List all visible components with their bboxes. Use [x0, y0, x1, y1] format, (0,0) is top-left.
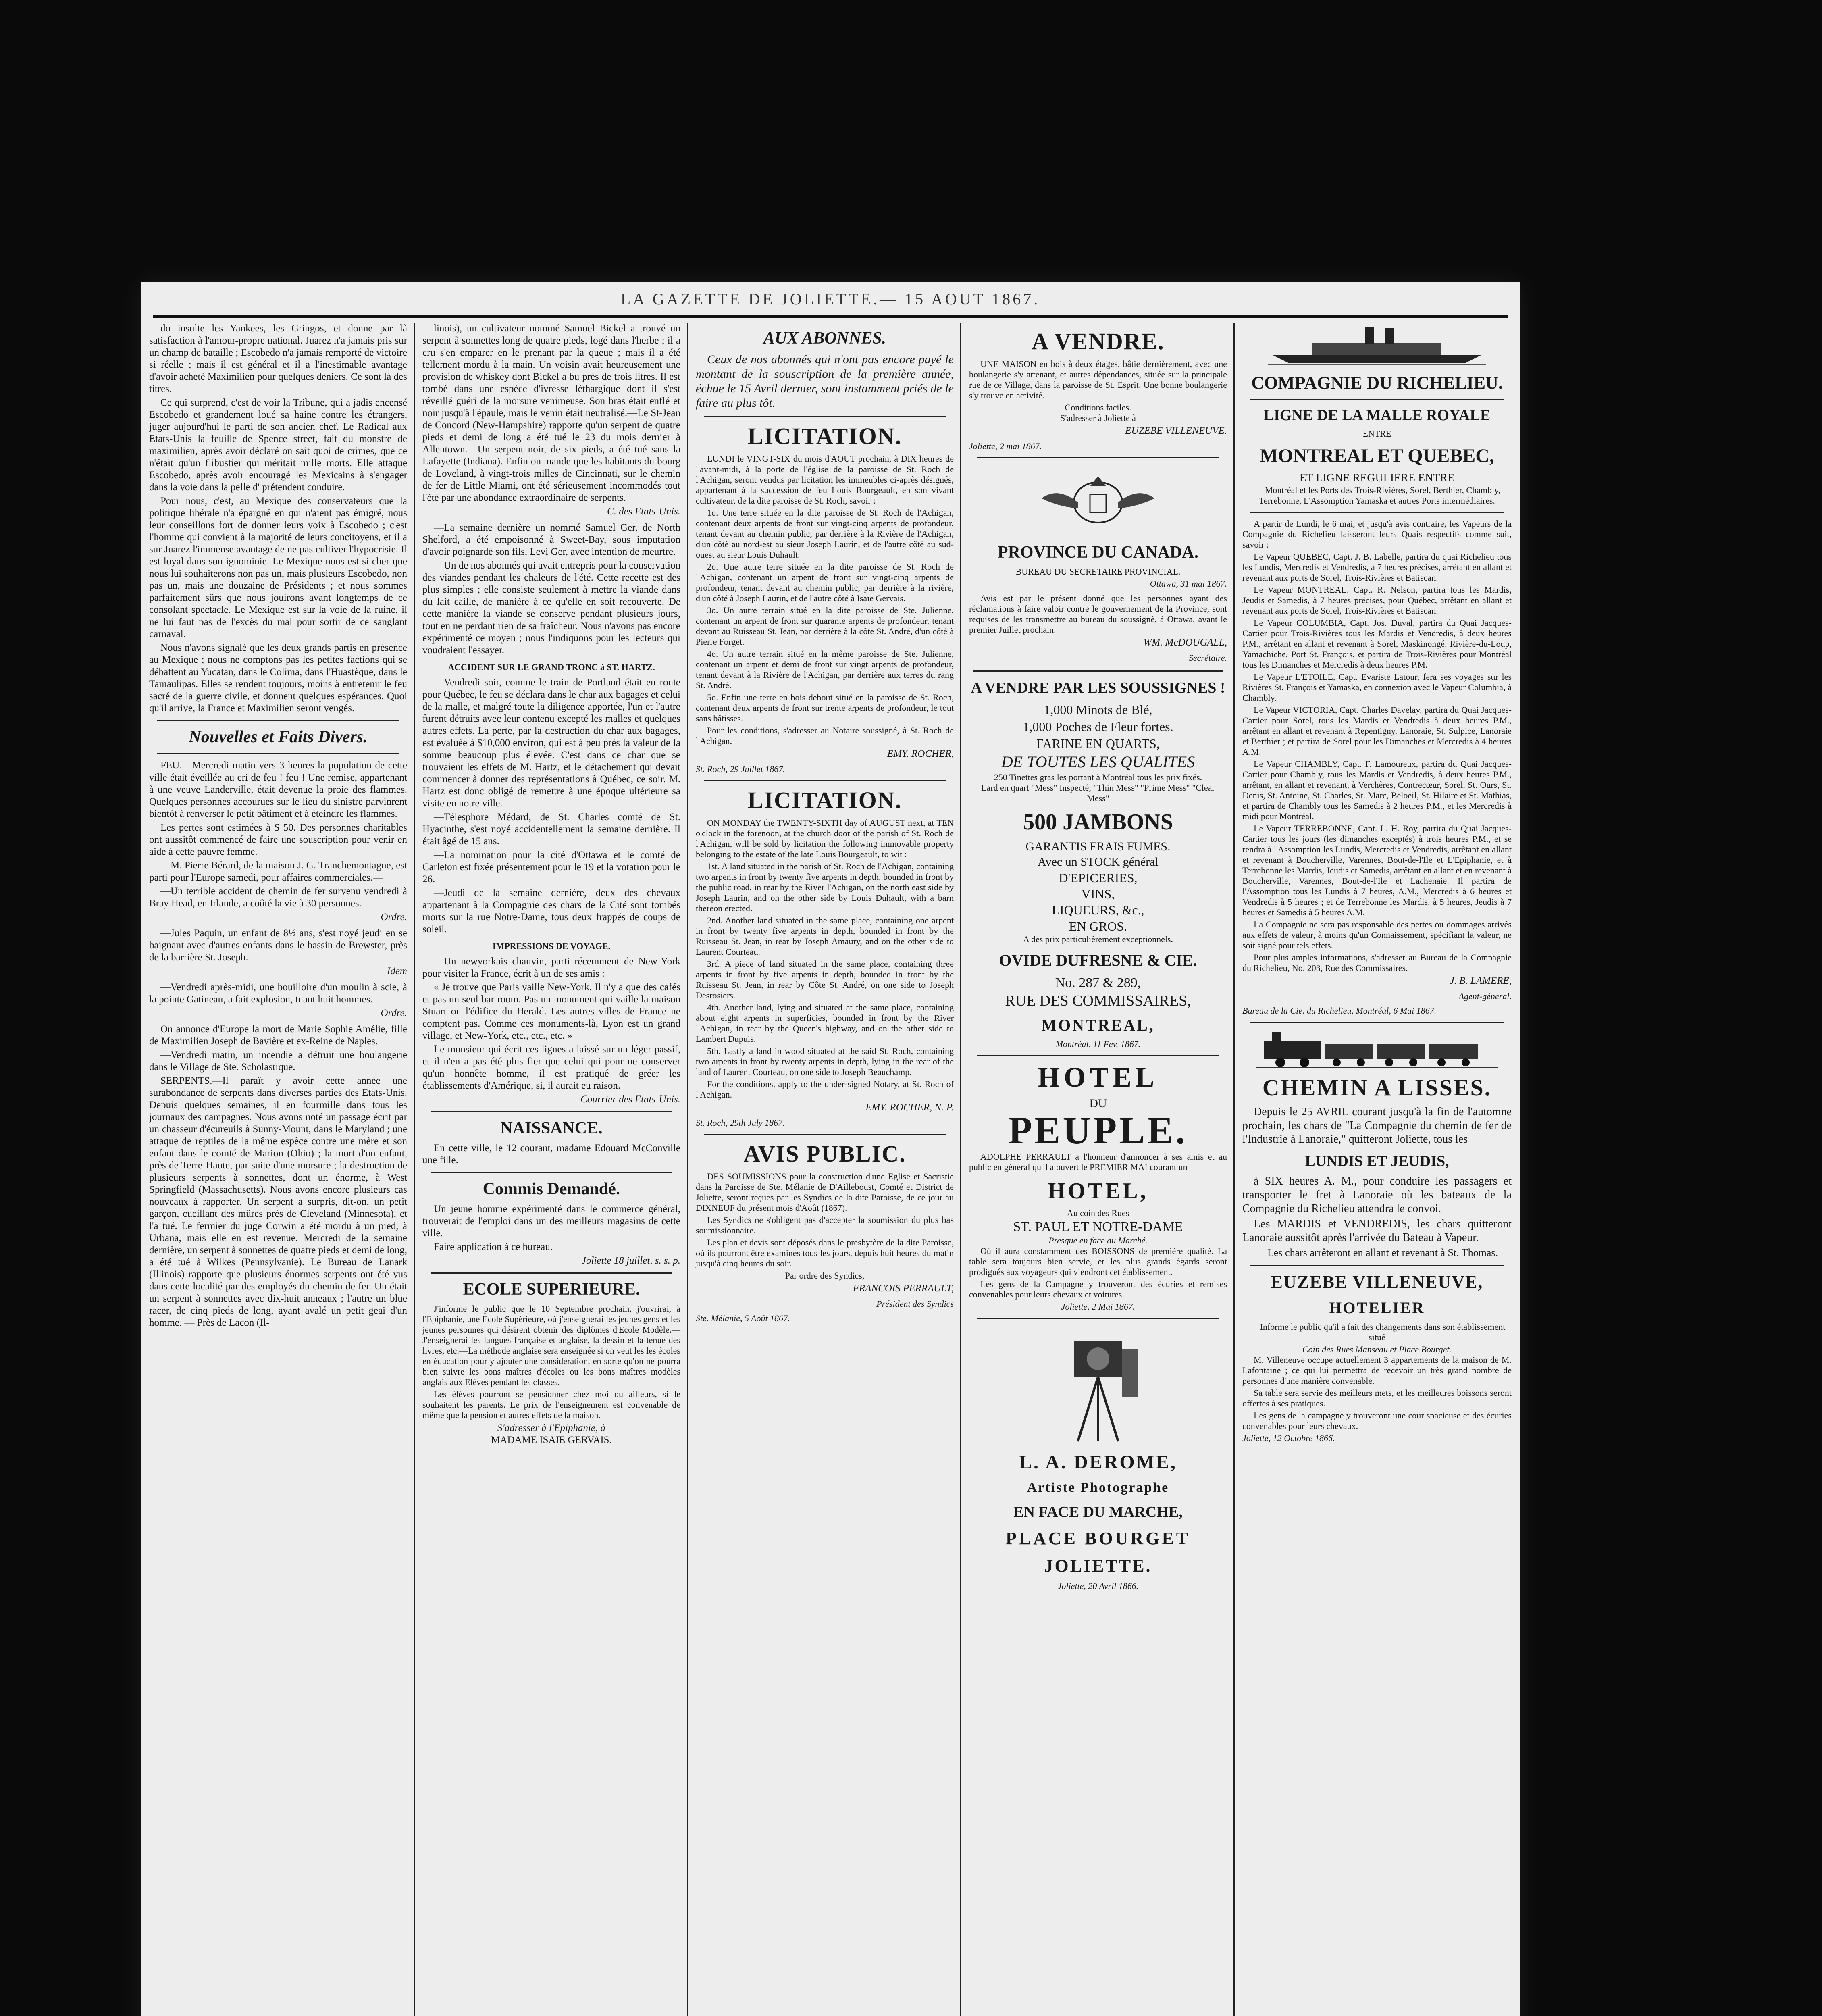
ad-text: M. Villeneuve occupe actuellement 3 appartements de la maison de M. Lafontaine ; ce qui lui permettra de recevoir un très grand nombre de personnes d'une manière convenable.: [1242, 1355, 1512, 1386]
ad-line: MONTREAL,: [1041, 1016, 1155, 1034]
ad-date: Joliette, 12 Octobre 1866.: [1242, 1433, 1335, 1443]
ad-line: FARINE EN QUARTS,: [1036, 736, 1160, 751]
heading-du: DU: [1089, 1097, 1107, 1110]
photographer-camera-icon: [1046, 1325, 1150, 1445]
ad-line: Coin des Rues Manseau et Place Bourget.: [1302, 1344, 1452, 1354]
notice-text: Faire application à ce bureau.: [434, 1241, 553, 1252]
article-paragraph: Pour nous, c'est, au Mexique des conservateurs que la politique libérale n'a épargné en qui n'aient pas émigré, nous leur conseillons fort de donner leurs voix à Escobedo ; c'est l'homme qui convient à la majorité de leurs concitoyens, et il a sur Juarez l'immense avantage de ne pas cultiver l'hypocrisie. Il est loyal dans son ignominie. Le Mexique nous est si cher que nous lui souhaiterons non pas un, mais plusieurs Escobedo, non pas un, mais une douzaine de Présidents ; et nous sommes parfaitement sûrs que nous jouirons avant longtemps de ce consolant spectacle. Le Mexique est sur la voie de la ruine, il ne lui faut pas de l'excès du mal pour sortir de ce sanglant carnaval.: [149, 496, 407, 639]
heading-naissance: NAISSANCE.: [500, 1119, 603, 1137]
ad-line: EN FACE DU MARCHE,: [1013, 1504, 1183, 1520]
notice-signature: Président des Syndics: [876, 1299, 954, 1309]
ad-line: PLACE BOURGET: [1005, 1529, 1191, 1548]
ad-text: S'adresser à Joliette à: [1060, 413, 1136, 423]
section-rule: [977, 457, 1219, 458]
section-rule: [704, 1134, 946, 1135]
locomotive-icon: [1256, 1029, 1498, 1069]
legal-notice: 1st. A land situated in the parish of St. Roch de l'Achigan, containing two arpents in front by twenty five arpents in depth, bounded in front by the public road, in rear by the River l'Achigan, on the north east side by Joseph Laurin, and on the other side by Louis Duhault, with a barn thereon erected.: [696, 861, 954, 913]
news-item: —Jules Paquin, un enfant de 8½ ans, s'est noyé jeudi en se baignant avec d'autres enfants dans le bassin de Brewster, près de la barrière St. Joseph.: [149, 928, 407, 963]
source-credit: Idem: [387, 966, 407, 977]
heading-chemin-a-lisses: CHEMIN A LISSES.: [1262, 1075, 1492, 1101]
section-rule: [1250, 1022, 1504, 1023]
section-rule: [1250, 512, 1504, 513]
ad-text: Les MARDIS et VENDREDIS, les chars quitteront Lanoraie aussitôt après l'arrivée du Bateau à Vapeur.: [1242, 1218, 1512, 1244]
notice-signature: EMY. ROCHER,: [887, 748, 954, 759]
notice-text: Ceux de nos abonnés qui n'ont pas encore payé le montant de la souscription de la première année, échue le 15 Avril dernier, sont instamment priés de le faire au plus tôt.: [696, 353, 954, 410]
section-rule: [1250, 399, 1504, 400]
ad-text: Le Vapeur TERREBONNE, Capt. L. H. Roy, partira du Quai Jacques-Cartier tous les jours (les dimanches exceptés) à trois heures P.M., et se rendra à l'Assomption les Lundis, Mercredis et Vendredis, arrêtant en allant et revenant à Boucherville, Varennes, Bout-de-l'Ile et L'Epiphanie, et à Terrebonne les Mardis, Jeudis et Samedis, arrêtant en allant et en revenant à Boucherville, Varennes, Bout-de-l'Ile et Lachenaie. Il partira de l'Assomption tous les Lundis à 7 heures, A.M., Mercredis à 6 heures et Vendredis à 5 heures ; et de Terrebonne les Mardis, à 5 heures, Jeudis à 7 heures et Samedis à 5 heures A.M.: [1242, 823, 1512, 917]
legal-notice: Pour les conditions, s'adresser au Notaire soussigné, à St. Roch de l'Achigan.: [696, 725, 954, 746]
notice-date: Ste. Mélanie, 5 Août 1867.: [696, 1313, 790, 1323]
notice-text: Par ordre des Syndics,: [785, 1270, 865, 1281]
ad-line: EN GROS.: [1069, 919, 1127, 933]
ad-line: LUNDIS ET JEUDIS,: [1305, 1153, 1449, 1170]
notice-signature: S'adresser à l'Epiphanie, à: [497, 1422, 606, 1433]
newspaper-page: [141, 282, 1520, 2016]
ad-signature: WM. McDOUGALL,: [1143, 637, 1227, 648]
subheading-accident: ACCIDENT SUR LE GRAND TRONC à ST. HARTZ.: [448, 662, 655, 672]
legal-notice: For the conditions, apply to the under-signed Notary, at St. Roch of l'Achigan.: [696, 1079, 954, 1100]
legal-notice: DES SOUMISSIONS pour la construction d'une Eglise et Sacristie dans la Paroisse de Ste. Mélanie de D'Ailleboust, Comté et District de Joliette, seront reçues par les Syndics de la dite Paroisse, de ce jour au DIXNEUF du présent mois d'Août (1867).: [696, 1171, 954, 1213]
news-item: —Vendredi soir, comme le train de Portland était en route pour Québec, le feu se déclara dans le char aux bagages et celui de la malle, et malgré toute la diligence apportée, l'un et l'autre furent détruits avec leur contenu excepté les malles et quelques autres effets. La perte, par la destruction du char aux bagages, est évaluée à $10,000 environ, qui est à peu près la valeur de la somme beaucoup plus élevée. C'est dans ce char que se trouvaient les effets de M. Hartz, et le détachement qui devait commencer à donner des représentations à Québec, ce soir. M. Hartz est donc obligé de remettre à une époque ultérieure sa visite en notre ville.: [422, 677, 680, 809]
article-paragraph: Ce qui surprend, c'est de voir la Tribune, qui a jadis encensé Escobedo et grandement loué sa haine contre les étrangers, juger aujourd'hui le parti de son ancien chef. Le Radical aux Etats-Unis la feuille de Spence street, fait du monstre de maximilien, après avoir déclaré on sait quoi de crimes, que ce n'était qu'un flibustier qui méritait mille morts. Elle attaque Escobedo, après avoir encouragé les Mexicains à s'engager dans la voie dans la pelle d' prétendent conduire.: [149, 397, 407, 493]
ad-text: Montréal et les Ports des Trois-Rivières, Sorel, Berthier, Chambly, Terrebonne, L'Assomption Yamaska et autres Ports intermédiaires.: [1259, 485, 1501, 506]
legal-notice: 4th. Another land, lying and situated at the same place, containing about eight arpents in superficies, bounded in front by the River l'Achigan, in rear by the Queen's highway, and on the other side to Lambert Dupuis.: [696, 1002, 954, 1044]
news-item: —Vendredi matin, un incendie a détruit une boulangerie dans le Village de Ste. Scholastique.: [149, 1050, 407, 1073]
legal-notice: 3o. Un autre terrain situé en la dite paroisse de Ste. Julienne, contenant un arpent de front sur quarante arpents de profondeur, tenant devant au Ruisseau St. Jean, par derrière à la côte St. André, d'un côté à Pierre Forget.: [696, 605, 954, 647]
column-4: [964, 323, 1232, 2016]
ad-date: Joliette, 20 Avril 1866.: [1057, 1581, 1139, 1591]
legal-notice: 4o. Un autre terrain situé en la même paroisse de Ste. Julienne, contenant un arpent et demi de front sur vingt arpents de profondeur, tenant devant à la Rivière de l'Achigan, par derrière aux terres du rang St. André.: [696, 649, 954, 690]
news-item: SERPENTS.—Il paraît y avoir cette année une surabondance de serpents dans diverses parties des Etats-Unis. Depuis quelques semaines, il en fourmille dans tous les journaux des campagnes. Nous avons noté un passage écrit par un chasseur d'écureuils à Sunny-Mount, dans le Maryland ; une attaque de reptiles de la même espèce contre une mère et son enfant dans le comté de Marion (Ohio) ; la mort d'un enfant, près de Terre-Haute, par suite d'une morsure ; la destruction de plusieurs serpents à sonnettes, dont un énorme, à West Springfield (Massachusetts). Nous avons encore plusieurs cas nouveaux à rapporter. Un serpent a surpris, dit-on, un petit garçon, cueillant des mûres près de Cleveland (Minnesota), et l'a tué. Le fermier du juge Corwin a été mordu à un pied, à Urbana, mais elle en est revenue. Mercredi de la semaine dernière, un serpent à sonnettes de quatre pieds et demi de long, a été tué à Wilkes (Pennsylvanie). Le Bureau de Lanark (Illinois) rapporte que plusieurs énormes serpents ont été vus dans cette localité par des employés du chemin de fer. Un était un serpent à sonnettes avec dix-huit anneaux ; l'autre un blue racer, de cinq pieds de long, ayant avalé un petit geai d'un homme. — Près de Lacon (Il-: [149, 1075, 407, 1328]
heading-hotel-2: HOTEL,: [1048, 1179, 1148, 1204]
source-credit: Ordre.: [381, 912, 407, 923]
ad-line: ST. PAUL ET NOTRE-DAME: [1013, 1219, 1183, 1234]
heading-aux-abonnes: AUX ABONNES.: [763, 329, 886, 348]
section-rule: [431, 1172, 672, 1173]
subheading-impressions: IMPRESSIONS DE VOYAGE.: [492, 941, 611, 951]
legal-notice: 5o. Enfin une terre en bois debout situé en la paroisse de St. Roch, contenant deux arpents de front sur trente arpents de profondeur, le tout sans bâtisses.: [696, 692, 954, 723]
ad-date: Bureau de la Cie. du Richelieu, Montréal, 6 Mai 1867.: [1242, 1006, 1437, 1016]
ad-signature: J. B. LAMERE,: [1450, 975, 1512, 986]
section-rule: [704, 416, 946, 417]
notice-signature: MADAME ISAIE GERVAIS.: [491, 1435, 612, 1445]
heading-compagnie-richelieu: COMPAGNIE DU RICHELIEU.: [1251, 373, 1503, 393]
news-item: FEU.—Mercredi matin vers 3 heures la population de cette ville était éveillée au cri de feu ! feu ! Une remise, appartenant à une veuve Landerville, était devenue la proie des flammes. Quelques personnes accourues sur le lieu du sinistre parvinrent bientôt à renverser le petit bâtiment et à éteindre les flammes.: [149, 760, 407, 819]
ad-text: Sa table sera servie des meilleurs mets, et les meilleures boissons seront offertes à ses pratiques.: [1242, 1388, 1512, 1408]
heading-ecole-superieure: ECOLE SUPERIEURE.: [463, 1280, 640, 1299]
ad-line: RUE DES COMMISSAIRES,: [1005, 992, 1191, 1009]
source-credit: Courrier des Etats-Unis.: [580, 1094, 680, 1105]
section-rule: [704, 780, 946, 781]
ad-text: Les gens de la Campagne y trouveront des écuries et remises convenables pour leurs chevaux et voitures.: [969, 1279, 1227, 1300]
section-rule: [973, 670, 1223, 672]
news-item: —La nomination pour la cité d'Ottawa et le comté de Carleton est fixée présentement pour le 19 et la votation pour le 26.: [422, 850, 680, 885]
notice-signature: EMY. ROCHER, N. P.: [865, 1102, 954, 1113]
heading-par-les-soussignes: A VENDRE PAR LES SOUSSIGNES !: [971, 679, 1225, 696]
steamboat-icon: [1264, 323, 1490, 367]
ad-text: Pour plus amples informations, s'adresser au Bureau de la Compagnie du Richelieu, No. 203, Rue des Commissaires.: [1242, 952, 1512, 973]
heading-province-canada: PROVINCE DU CANADA.: [997, 543, 1199, 562]
news-item: On annonce d'Europe la mort de Marie Sophie Amélie, fille de Maximilien Joseph de Bavière et ex-Reine de Naples.: [149, 1024, 407, 1047]
column-rule: [960, 323, 961, 2016]
ad-text: Le Vapeur L'ETOILE, Capt. Evariste Latour, fera ses voyages sur les Rivières St. François et Yamaska, en connexion avec le Vapeur Columbia, à Chambly.: [1242, 672, 1512, 703]
ad-date: Montréal, 11 Fev. 1867.: [1055, 1039, 1141, 1049]
ad-line: Presque en face du Marché.: [1048, 1235, 1148, 1245]
source-credit: Ordre.: [381, 1008, 407, 1018]
heading-montreal-quebec: MONTREAL ET QUEBEC,: [1260, 445, 1494, 467]
ad-merchant-name: OVIDE DUFRESNE & CIE.: [999, 951, 1197, 969]
column-rule: [1233, 323, 1235, 2016]
ad-line: 250 Tinettes gras les portant à Montréal tous les prix fixés.: [994, 772, 1202, 782]
legal-notice: Les Syndics ne s'obligent pas d'accepter la soumission du plus bas soumissionnaire.: [696, 1215, 954, 1235]
ad-text: Les chars arrêteront en allant et revenant à St. Thomas.: [1267, 1247, 1498, 1258]
ad-date: Ottawa, 31 mai 1867.: [1150, 579, 1227, 589]
column-1: [144, 323, 412, 2016]
heading-licitation-en: LICITATION.: [747, 787, 902, 813]
ad-text: Où il aura constamment des BOISSONS de première qualité. La table sera toujours bien servie, et les plus grands égards seront prodigués aux voyageurs qui viendront cet établissement.: [969, 1246, 1227, 1277]
ad-text: Avis est par le présent donné que les personnes ayant des réclamations à faire valoir contre le gouvernement de la Province, sont requises de les transmettre au bureau du soussigné, à Ottawa, avant le premier Juillet prochain.: [969, 593, 1227, 635]
ad-line: Artiste Photographe: [1027, 1480, 1169, 1495]
ad-text: La Compagnie ne sera pas responsable des pertes ou dommages arrivés aux effets de valeur, à moins qu'un Connaissement, spécifiant la valeur, ne soit signé pour tels effets.: [1242, 919, 1512, 950]
legal-notice: Les plan et devis sont déposés dans le presbytère de la dite Paroisse, où ils pourront être examinés tous les jours, depuis huit heures du matin jusqu'à cinq heures du soir.: [696, 1237, 954, 1268]
news-item: —Vendredi après-midi, une bouilloire d'un moulin à scie, à la pointe Gatineau, a fait explosion, tuant huit hommes.: [149, 982, 407, 1005]
news-item: linois), un cultivateur nommé Samuel Bickel a trouvé un serpent à sonnettes long de quatre pieds, logé dans l'herbe ; il a cru s'en emparer en le prenant par la queue ; mais il a été tellement mordu à la main. Un voisin avait heureusement une provision de whiskey dont Bickel a bu près de trois litres. Il est tombé dans une espèce d'ivresse léthargique dont il s'est réveillé guéri de la morsure venimeuse. Son bras était enflé et noir jusqu'à l'épaule, mais le venin était neutralisé.—Le St-Jean de Concord (New-Hampshire) rapporte qu'un serpent de quatre pieds et demi de long a été tué le 23 du mois dernier à Allentown.—Un serpent noir, de six pieds, a été tué sans la Lafayette (Indiana). Enfin on mande que les habitants du bourg de Loveland, à vingt-trois milles de Cincinnati, sur le chemin de fer de Little Miami, ont été sérieusement incommodés tout l'été par une abondance extraordinaire de serpents.: [422, 323, 680, 503]
notice-text: En cette ville, le 12 courant, madame Edouard McConville une fille.: [422, 1143, 680, 1166]
ad-signature: Secrétaire.: [1188, 653, 1227, 663]
ad-line: 1,000 Poches de Fleur fortes.: [1023, 719, 1173, 734]
legal-notice: 5th. Lastly a land in wood situated at the said St. Roch, containing two arpents in front by twenty arpents in depth, lying in the rear of the land of Laurent Courteau, on one side to Joseph Beauchamp.: [696, 1046, 954, 1077]
heading-euzebe-villeneuve: EUZEBE VILLENEUVE,: [1271, 1272, 1483, 1292]
ad-line: ENTRE: [1362, 429, 1391, 439]
ad-text: Le Vapeur MONTREAL, Capt. R. Nelson, partira tous les Mardis, Jeudis et Samedis, à 7 heures précises, pour Québec, arrêtant en allant et revenant aux ports de Sorel, Trois-Rivières et Batiscan.: [1242, 585, 1512, 616]
ad-text: A partir de Lundi, le 6 mai, et jusqu'à avis contraire, les Vapeurs de la Compagnie du Richelieu laisseront leurs Quais respectifs comme suit, savoir :: [1242, 519, 1512, 550]
section-rule: [431, 1272, 672, 1274]
notice-text: Les élèves pourront se pensionner chez moi ou ailleurs, si le souhaitent les parents. Le prix de l'enseignement est convenable de même que la pension et autres effets de la maison.: [422, 1389, 680, 1420]
news-item: —M. Pierre Bérard, de la maison J. G. Tranchemontagne, est parti pour l'Europe samedi, pour affaires commerciales.—: [149, 860, 407, 883]
ad-date: Joliette, 2 mai 1867.: [969, 441, 1042, 451]
notice-signature: FRANCOIS PERRAULT,: [853, 1283, 954, 1294]
source-credit: C. des Etats-Unis.: [607, 506, 680, 517]
section-rule: [431, 1111, 672, 1112]
head-rule: [153, 315, 1508, 318]
notice-date: St. Roch, 29th July 1867.: [696, 1118, 785, 1128]
legal-notice: 2o. Une autre terre située en la dite paroisse de St. Roch de l'Achigan, contenant un arpent de front sur vingt-cinq arpents de profondeur, tenant devant au chemin public, par derrière à la rivière, d'un côté à Joseph Laurin, et de l'autre côté à Isaïe Gervais.: [696, 562, 954, 603]
news-item: —La semaine dernière un nommé Samuel Ger, de North Shelford, a été empoisonné à Sweet-Bay, sous imputation d'avoir poignardé son fils, Levi Ger, avec intention de meurtre.: [422, 522, 680, 557]
column-3: [691, 323, 959, 2016]
section-rule: [977, 1055, 1219, 1056]
ad-text: Conditions faciles.: [1065, 402, 1131, 412]
ad-line: JOLIETTE.: [1044, 1556, 1152, 1576]
news-item: —Un newyorkais chauvin, parti récemment de New-York pour visiter la France, écrit à un de ses amis :: [422, 956, 680, 979]
ad-line: VINS,: [1081, 887, 1115, 901]
legal-notice: 1o. Une terre située en la dite paroisse de St. Roch de l'Achigan, contenant deux arpents de front sur vingt-cinq arpents de profondeur, tenant devant au chemin public, par derrière à la Rivière de l'Achigan, d'un côté au nord-est au sieur Joseph Laurin, et de l'autre côté au sud-ouest au sieur Louis Duhault.: [696, 508, 954, 560]
ad-text: Le Vapeur VICTORIA, Capt. Charles Davelay, partira du Quai Jacques-Cartier pour Sorel, tous les Mardis et Vendredis à deux heures P.M., arrêtant en allant et revenant à Repentigny, Lanoraie, St. Sulpice, Lanoraie et Berthier ; et partira de Sorel pour les Dimanches et Mercredis à 4 heures A.M.: [1242, 705, 1512, 757]
column-rule: [414, 323, 415, 2016]
ad-line: 1,000 Minots de Blé,: [1044, 702, 1152, 717]
notice-text: Un jeune homme expérimenté dans le commerce général, trouverait de l'emploi dans un des meilleurs magasins de cette ville.: [422, 1204, 680, 1239]
ad-text: Informe le public qu'il a fait des changements dans son établissement situé: [1260, 1322, 1506, 1342]
news-item: —Télesphore Médard, de St. Charles comté de St. Hyacinthe, s'est noyé accidentellement la semaine dernière. Il était âgé de 15 ans.: [422, 812, 680, 847]
running-head: LA GAZETTE DE JOLIETTE.— 15 AOUT 1867.: [620, 290, 1040, 308]
ad-text: BUREAU DU SECRETAIRE PROVINCIAL.: [1015, 566, 1181, 577]
ad-line: LIQUEURS, &c.,: [1052, 903, 1144, 917]
ad-text: Le Vapeur QUEBEC, Capt. J. B. Labelle, partira du quai Richelieu tous les Lundis, Mercredis et Vendredis, à 7 heures précises, arrêtant en allant et revenant aux ports de Sorel, Trois-Rivières et Batiscan.: [1242, 552, 1512, 583]
ad-signature: Agent-général.: [1458, 991, 1512, 1001]
news-item: Les pertes sont estimées à $ 50. Des personnes charitables ont aussitôt commencé de faire une souscription pour venir en aide à cette pauvre femme.: [149, 822, 407, 857]
section-rule: [977, 1318, 1219, 1319]
coat-of-arms-icon: [1025, 464, 1171, 537]
ad-line: Lard en quart "Mess" Inspecté, "Thin Mess" "Prime Mess" "Clear Mess": [981, 783, 1215, 803]
news-item: —Jeudi de la semaine dernière, deux des chevaux appartenant à la Compagnie des chars de la Cité sont tombés morts sur la rue Notre-Dame, tous deux frappés de coups de soleil.: [422, 887, 680, 935]
ad-line: Avec un STOCK général: [1038, 855, 1159, 868]
news-item: « Je trouve que Paris vaille New-York. Il n'y a que des cafés et pas un seul bar room. Pas un monument qui vaille la maison Stuart ou l'édifice du Herald. Les autres villes de France ne comptent pas. Comme ces monuments-là, Lyon est un grand village, et New-York, etc., etc., etc. »: [422, 982, 680, 1041]
heading-peuple: PEUPLE.: [1008, 1109, 1188, 1152]
ad-text: UNE MAISON en bois à deux étages, bâtie dernièrement, avec une boulangerie s'y attenant, et autres dépendances, située sur la principale rue de ce Village, dans la paroisse de St. Esprit. Une bonne boulangerie s'y trouve en activité.: [969, 359, 1227, 400]
legal-notice: LUNDI le VINGT-SIX du mois d'AOUT prochain, à DIX heures de l'avant-midi, à la porte de l'église de la paroisse de St. Roch de l'Achigan, seront vendus par licitation les immeubles ci-après désignés, appartenant à la succession de feu Louis Bourgeault, en son vivant cultivateur, de la dite paroisse de St. Roch, savoir :: [696, 454, 954, 506]
article-paragraph: Nous n'avons signalé que les deux grands partis en présence au Mexique ; nous ne comptons pas les petites factions qui se débattent au Yucatan, dans le Colima, dans l'Huastèque, dans le Tamaulipas. Elles se rendent toujours, moins à entretenir le feu sacré de la guerre civile, et donnent quelques espérances. Quoi qu'il arrive, la France et Maximilien seront vengés.: [149, 642, 407, 714]
column-2: [418, 323, 685, 2016]
legal-notice: 3rd. A piece of land situated in the same place, containing three arpents in front by five arpents in depth, bounded in front by the Ruisseau St. Jean, in rear by Côte St. André, on one side to Joseph Desrosiers.: [696, 959, 954, 1000]
ad-signature: EUZEBE VILLENEUVE.: [1125, 425, 1227, 436]
ad-text: à SIX heures A. M., pour conduire les passagers et transporter le fret à Lanoraie où les bateaux de la Compagnie du Richelieu attendra le convoi.: [1242, 1175, 1512, 1215]
heading-licitation-fr: LICITATION.: [747, 423, 902, 449]
ad-text: Le Vapeur COLUMBIA, Capt. Jos. Duval, partira du Quai Jacques-Cartier pour Trois-Rivières tous les Mardis et Vendredis, à deux heures P.M., arrêtant en allant et revenant à Sorel, Maskinongé, Rivière-du-Loup, Yamachiche, Port St. François, et partira de Trois-Rivières pour Montréal tous les Dimanches et Mercredis à deux heures P.M.: [1242, 618, 1512, 670]
heading-hotelier: HOTELIER: [1329, 1299, 1425, 1317]
news-item: —Un terrible accident de chemin de fer survenu vendredi à Bray Head, en Irlande, a coûté la vie à 30 personnes.: [149, 886, 407, 909]
ad-line: D'EPICERIES,: [1059, 871, 1138, 885]
heading-derome: L. A. DEROME,: [1019, 1452, 1177, 1473]
ad-line: Au coin des Rues: [1067, 1208, 1129, 1218]
ad-date: Joliette, 2 Mai 1867.: [1061, 1302, 1135, 1312]
article-paragraph: do insulte les Yankees, les Gringos, et donne par là satisfaction à l'amour-propre national. Juarez n'a jamais pris sur un champ de bataille ; Escobedo n'a jamais remporté de victoire si réelle ; mais il est général et il a l'inestimable avantage d'avoir acheté Maximilien pour quelques deniers. Ce sont là des titres.: [149, 323, 407, 394]
ad-line: DE TOUTES LES QUALITES: [1001, 753, 1195, 771]
heading-hotel: HOTEL: [1038, 1062, 1159, 1093]
column-5: [1238, 323, 1516, 2016]
column-rule: [687, 323, 688, 2016]
ad-text: Depuis le 25 AVRIL courant jusqu'à la fin de l'automne prochain, les chars de "La Compagnie du chemin de fer de l'Industrie à Lanoraie," quitteront Joliette, tous les: [1242, 1106, 1512, 1145]
legal-notice: 2nd. Another land situated in the same place, containing one arpent in front by twenty five arpents in depth, bounded in front by the Ruisseau St. Jean, in rear by Joseph Amaury, and on the other side to Laurent Courteau.: [696, 915, 954, 957]
ad-line: A des prix particulièrement exceptionnels.: [1023, 934, 1173, 944]
section-rule: [1250, 1265, 1504, 1266]
ad-line: ET LIGNE REGULIERE ENTRE: [1299, 472, 1455, 484]
notice-date: Joliette 18 juillet, s. s. p.: [581, 1255, 680, 1266]
notice-text: J'informe le public que le 10 Septembre prochain, j'ouvrirai, à l'Epiphanie, une Ecole Supérieure, où j'enseignerai les jeunes gens et les jeunes personnes qui désirent obtenir des diplômes d'Ecole Modèle.—J'enseignerai les langues française et anglaise, la dessin et la tenue des livres, etc.—La méthode anglaise sera enseignée si on veut les les écoles en éducation pour y ajouter une consideration, en sorte qu'on ne pourra bien suivre les bons maîtres d'écoles ou les bons maîtres modèles anglais aux Elèves pendant les classes.: [422, 1304, 680, 1387]
section-rule: [157, 720, 399, 721]
ad-line: No. 287 & 289,: [1055, 975, 1141, 990]
ad-text: Le Vapeur CHAMBLY, Capt. F. Lamoureux, partira du Quai Jacques-Cartier pour Chambly, tous les Mardis et Vendredis, à deux heures P.M., arrêtant, en allant et revenant, à Verchères, Contrecœur, Sorel, St. Ours, St. Denis, St. Antoine, St. Charles, St. Marc, Beloeil, St. Hilaire et St. Mathias, et partira de Chambly tous les Samedis à 2 heures P.M., et les Mercredis à midi pour Montréal.: [1242, 759, 1512, 821]
section-rule: [157, 753, 399, 754]
legal-notice: ON MONDAY the TWENTY-SIXTH day of AUGUST next, at TEN o'clock in the forenoon, at the church door of the parish of St. Roch de l'Achigan, will be sold by licitation the following immovable property belonging to the estate of the late Louis Bourgeault, to wit :: [696, 818, 954, 859]
heading-avis-public: AVIS PUBLIC.: [743, 1141, 906, 1167]
notice-date: St. Roch, 29 Juillet 1867.: [696, 764, 785, 774]
heading-a-vendre: A VENDRE.: [1032, 328, 1165, 354]
ad-text: ADOLPHE PERRAULT a l'honneur d'annoncer à ses amis et au public en général qu'il a ouvert le PREMIER MAI courant un: [969, 1152, 1227, 1172]
ad-line: GARANTIS FRAIS FUMES.: [1025, 840, 1171, 853]
heading-jambons: 500 JAMBONS: [1023, 810, 1173, 835]
heading-ligne-malle: LIGNE DE LA MALLE ROYALE: [1263, 407, 1491, 424]
section-heading-faits-divers: Nouvelles et Faits Divers.: [189, 728, 368, 746]
heading-commis-demande: Commis Demandé.: [483, 1180, 620, 1198]
ad-text: Les gens de la campagne y trouveront une cour spacieuse et des écuries convenables pour leurs chevaux.: [1242, 1410, 1512, 1431]
news-item: Le monsieur qui écrit ces lignes a laissé sur un léger passif, et il n'en a pas été plus fier que celui qui pour ne conserver qu'un honnête homme, il est pratiqué de gréer les établissements d'Amérique, si, il aurait eu raison.: [422, 1044, 680, 1091]
news-item: —Un de nos abonnés qui avait entrepris pour la conservation des viandes pendant les chaleurs de l'été. Cette recette est des plus simples ; elle consiste seulement à mettre la viande dans du lait caillé, de manière à ce qu'elle en soit recouverte. De cette manière la viande se conserve pendant plusieurs jours, tout en ne perdant rien de sa fraîcheur. Nous n'avons pas encore expérimenté ce moyen ; nous l'indiquons pour les lecteurs qui voudraient l'essayer.: [422, 560, 680, 656]
